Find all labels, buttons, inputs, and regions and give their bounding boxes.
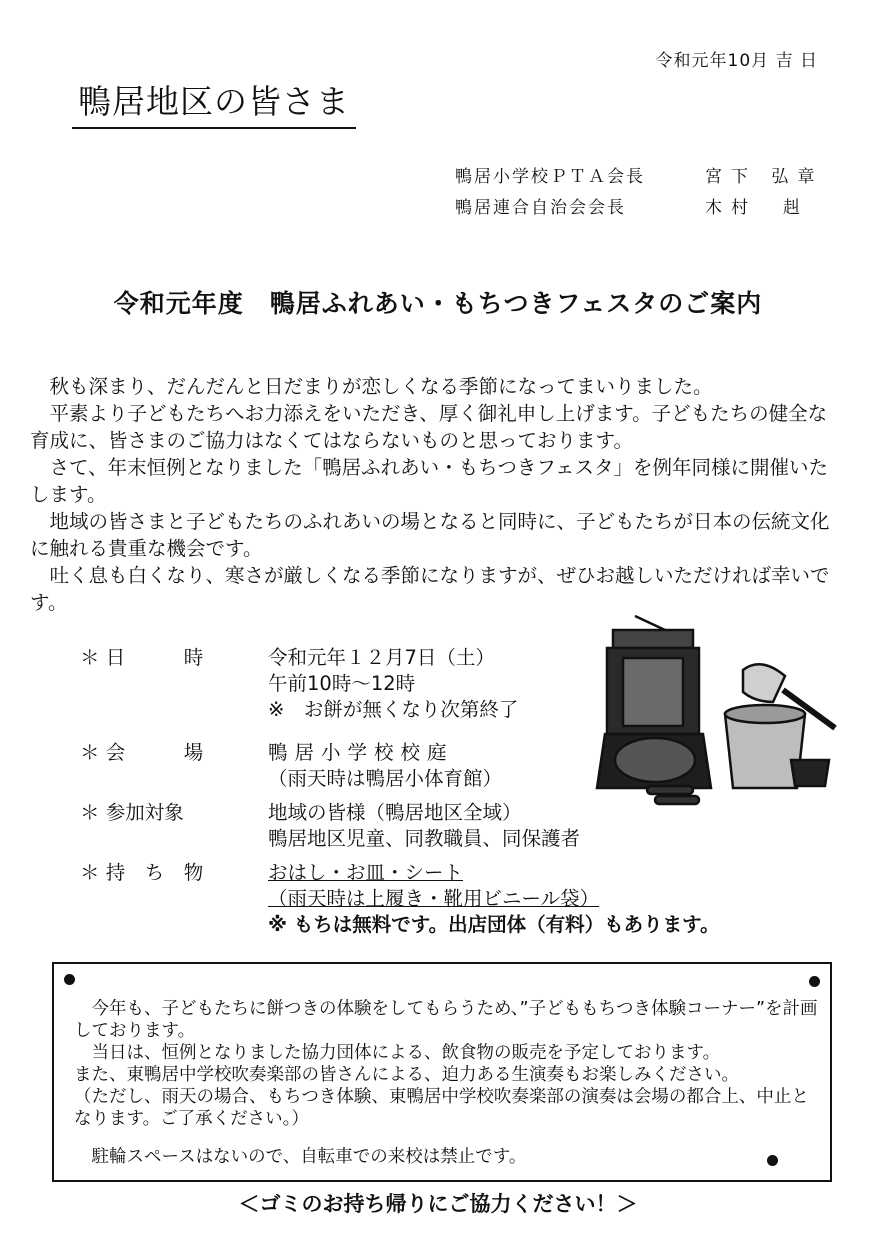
detail-label: ＊ 参加対象 — [80, 801, 184, 824]
target-sub: 鴨居地区児童、同教職員、同保護者 — [268, 827, 581, 850]
bicycle-notice: 駐輪スペースはないので、自転車での来校は禁止です。 — [74, 1147, 527, 1167]
issue-date: 令和元年10月 吉 日 — [655, 51, 818, 71]
sender-name: 木村 赳 — [705, 198, 809, 218]
pin-icon — [809, 976, 820, 987]
items-rain: （雨天時は上履き・靴用ビニール袋） — [268, 887, 600, 910]
venue-rain: （雨天時は鴨居小体育館） — [268, 767, 503, 790]
items-note: ※ もちは無料です。出店団体（有料）もあります。 — [268, 913, 720, 936]
body-text — [30, 373, 830, 616]
notice-line: 今年も、子どもたちに餅つきの体験をしてもらうため、”子どももちつき体験コーナー”を計画しております。 — [74, 999, 818, 1041]
items-main: おはし・お皿・シート — [268, 861, 464, 884]
sender-association — [455, 193, 809, 218]
closing-message: ＜ゴミのお持ち帰りにご協力ください！＞ — [238, 1192, 638, 1216]
addressee: 鴨居地区の皆さま — [72, 76, 356, 129]
notice-box — [52, 962, 832, 1182]
pin-icon — [64, 974, 75, 985]
event-date: 令和元年１２月7日（土） — [268, 646, 495, 669]
document-title: 令和元年度 鴨居ふれあい・もちつきフェスタのご案内 — [113, 289, 763, 318]
notice-line: （ただし、雨天の場合、もちつき体験、東鴨居中学校吹奏楽部の演奏は会場の都合上、中止となります。ご了承ください。） — [74, 1087, 809, 1129]
detail-label: ＊ 会 場 — [80, 741, 204, 764]
detail-label: ＊ 日 時 — [80, 646, 204, 669]
body-paragraph: 秋も深まり、だんだんと日だまりが恋しくなる季節になってまいりました。 — [49, 375, 713, 398]
event-note: ※ お餅が無くなり次第終了 — [268, 698, 519, 721]
detail-label: ＊ 持 ち 物 — [80, 861, 204, 884]
body-paragraph: さて、年末恒例となりました「鴨居ふれあい・もちつきフェスタ」を例年同様に開催いたします。 — [30, 456, 828, 506]
venue-main: 鴨居小学校校庭 — [268, 741, 454, 764]
notice-line: 当日は、恒例となりました協力団体による、飲食物の販売を予定しております。 — [74, 1043, 721, 1063]
sender-pta — [455, 162, 824, 187]
notice-line: また、東鴨居中学校吹奏楽部の皆さんによる、迫力ある生演奏もお楽しみください。 — [74, 1065, 739, 1085]
body-paragraph: 地域の皆さまと子どもたちのふれあいの場となると同時に、子どもたちが日本の伝統文化に触れる貴重な機会です。 — [30, 510, 830, 560]
event-time: 午前10時〜12時 — [268, 672, 416, 695]
mochitsuki-illustration — [585, 610, 845, 820]
sender-title: 鴨居連合自治会会長 — [455, 198, 626, 218]
sender-name: 宮下 弘章 — [705, 167, 824, 187]
body-paragraph: 吐く息も白くなり、寒さが厳しくなる季節になりますが、ぜひお越しいただければ幸いです。 — [30, 564, 830, 614]
target-main: 地域の皆様（鴨居地区全域） — [268, 801, 522, 824]
sender-title: 鴨居小学校ＰＴＡ会長 — [455, 167, 645, 187]
notice-text — [74, 998, 819, 1168]
body-paragraph: 平素より子どもたちへお力添えをいただき、厚く御礼申し上げます。子どもたちの健全な育成に、皆さまのご協力はなくてはならないものと思っております。 — [30, 402, 828, 452]
